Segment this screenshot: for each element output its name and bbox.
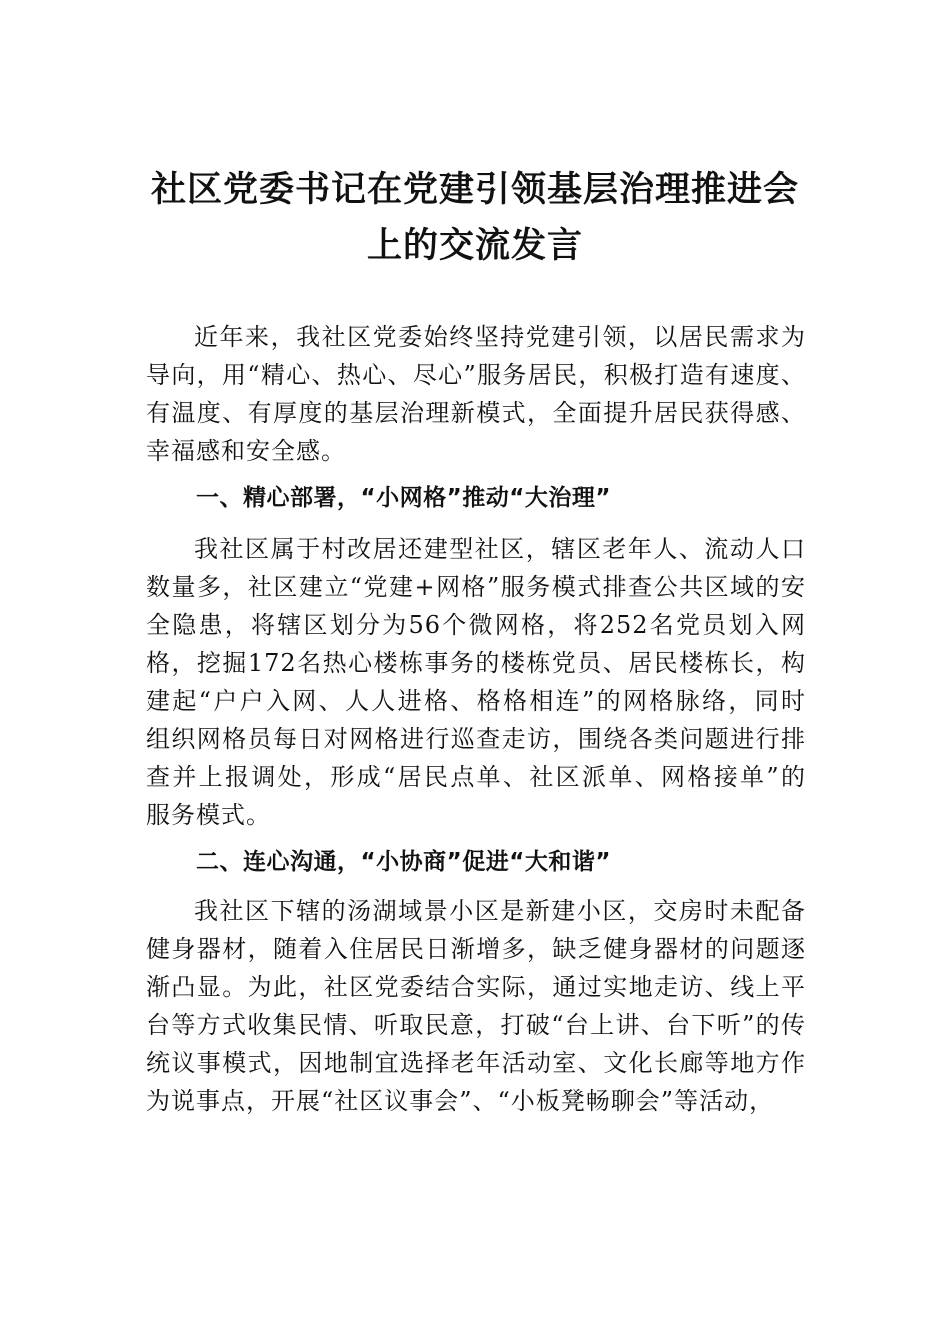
title-line-2: 上的交流发言 bbox=[366, 226, 583, 266]
section-1-paragraph: 我社区属于村改居还建型社区，辖区老年人、流动人口数量多，社区建立“党建+网格”服务模式排查公共区域的安全隐患，将辖区划分为56个微网格，将252名党员划入网 格，挖掘172名热心楼栋事务的楼栋党员、居民楼栋长，构 建起“户户入网、人人进格、格格相连”的网格脉络，同时 组织网格员每日对网格进行巡查走访，围绕各类问题进行排 查并上报调处，形成“居民点单、社区派单、网格接单”的 服务模式。 bbox=[146, 535, 806, 829]
document-body bbox=[146, 318, 806, 1120]
document-title bbox=[120, 162, 830, 274]
section-heading-1: 一、精心部署，“小网格”推动“大治理” bbox=[196, 485, 611, 511]
title-line-1: 社区党委书记在党建引领基层治理推进会 bbox=[150, 170, 799, 210]
section-2-paragraph: 我社区下辖的汤湖域景小区是新建小区，交房时未配备健身器材，随着入住居民日渐增多，缺乏健身器材的问题逐渐凸显。为此，社区党委结合实际，通过实地走访、线上平台等方式收集民情、听取民意，打破“台上讲、台下听”的传统议事模式，因地制宜选择老年活动室、文化长廊等地方作为说事点，开展“社区议事会”、“小板凳畅聊会”等活动， bbox=[146, 897, 806, 1115]
intro-paragraph: 近年来，我社区党委始终坚持党建引领，以居民需求为导向，用“精心、热心、尽心”服务居民，积极打造有速度、 有温度、有厚度的基层治理新模式，全面提升居民获得感、 幸福感和安全感。 bbox=[146, 323, 806, 465]
section-heading-2: 二、连心沟通，“小协商”促进“大和谐” bbox=[196, 849, 611, 875]
